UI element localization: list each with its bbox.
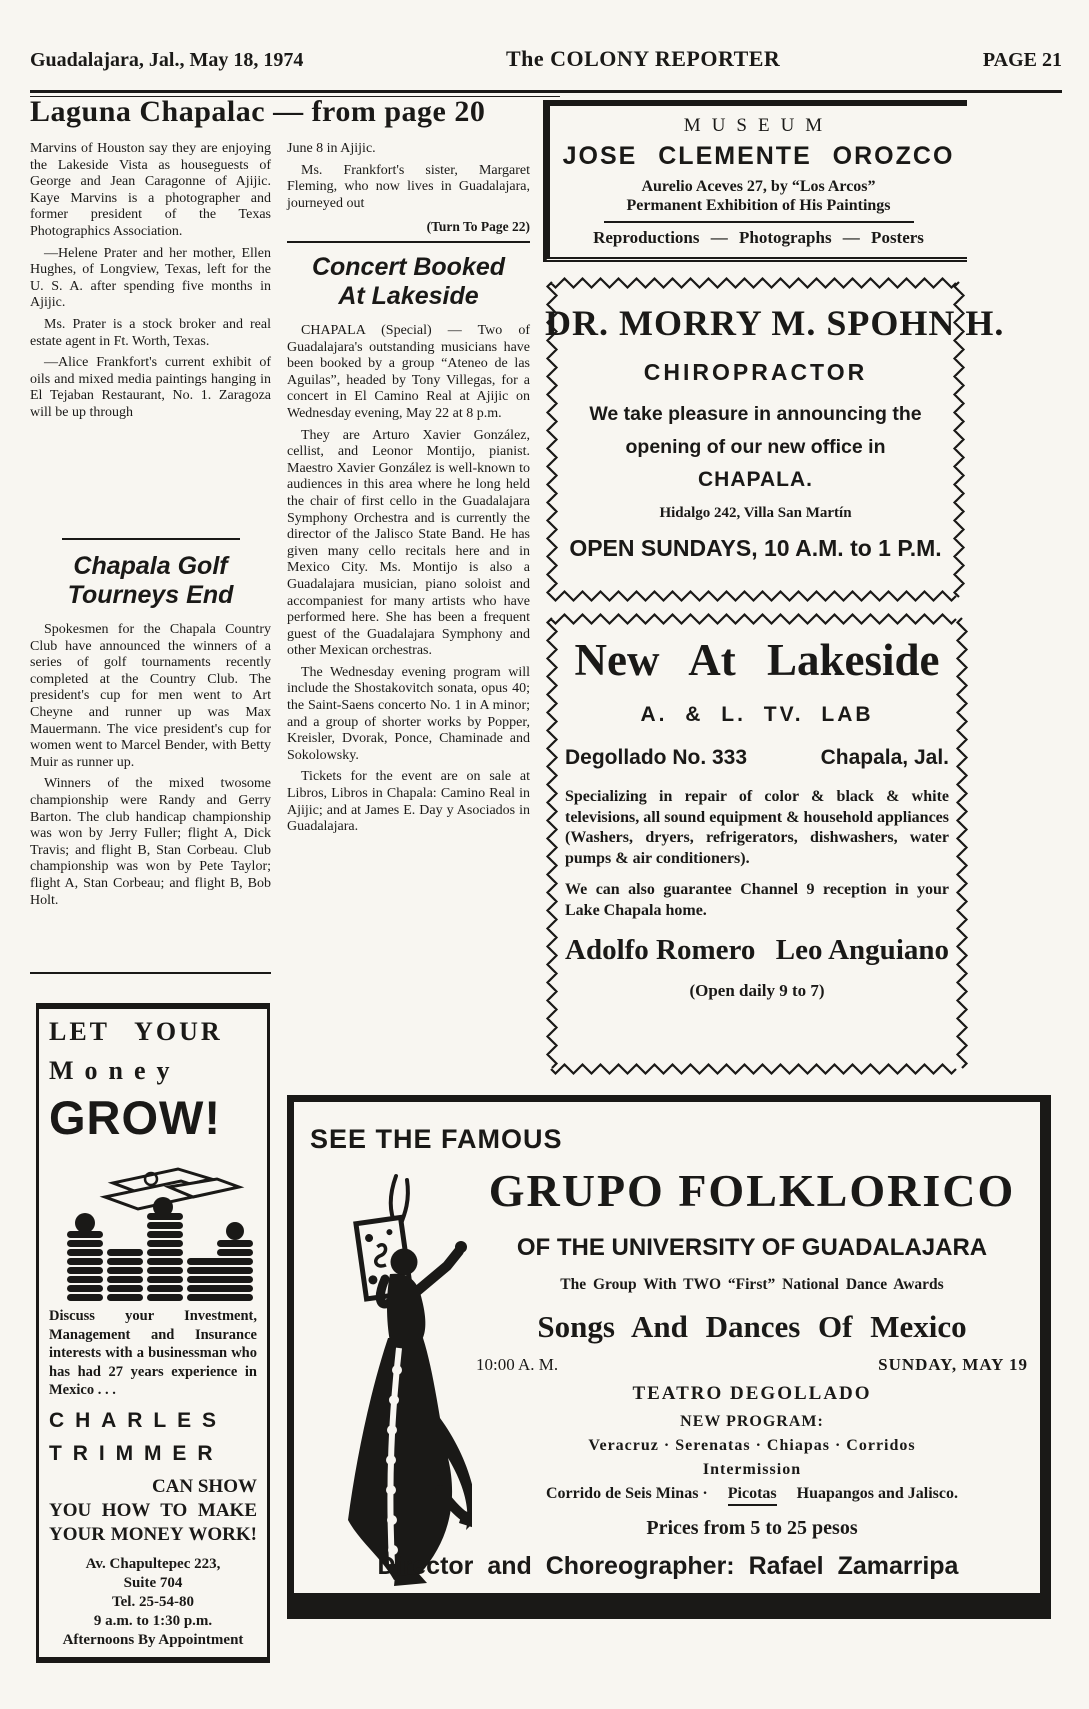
tvlab-city: Chapala, Jal. (820, 746, 949, 769)
museum-name: JOSE CLEMENTE OROZCO (562, 142, 955, 170)
folk-dancer-illustration (300, 1160, 472, 1590)
show-director: Director and Choreographer: Rafael Zamarripa (377, 1552, 959, 1580)
folklorico-kicker: SEE THE FAMOUS (310, 1124, 563, 1154)
program-line-1: Veracruz · Serenatas · Chiapas · Corridos (588, 1437, 916, 1454)
office-hours: OPEN SUNDAYS, 10 A.M. to 1 P.M. (569, 535, 942, 561)
folklorico-show-name: Songs And Dances Of Mexico (537, 1309, 967, 1344)
program-line-2 (472, 1485, 1032, 1506)
advertiser-phone: Tel. 25-54-80 (112, 1593, 194, 1610)
tvlab-hours: (Open daily 9 to 7) (689, 981, 825, 1000)
money-make-line1: YOU HOW TO MAKE (49, 1499, 257, 1521)
folklorico-subtitle: OF THE UNIVERSITY OF GUADALAJARA (516, 1234, 988, 1261)
museum-products: Reproductions — Photographs — Posters (593, 228, 924, 247)
page-header (30, 46, 1062, 72)
golf-article (30, 552, 271, 914)
golf-headline-line2: Tourneys End (67, 581, 234, 609)
money-headline-3: GROW! (49, 1091, 222, 1144)
article-paragraph: The Wednesday evening program will include the Shostakovitch sonata, opus 40; the Saint-Saens concerto No. 1 in A minor; and a group of shorter works by Popper, Kreisler, Dvorak, Ponce, Chaminade and Sokolowsky. (287, 664, 530, 763)
concert-headline-line1: Concert Booked (311, 253, 506, 281)
money-pitch: Discuss your Investment, Management and Insurance interests with a businessman who has had 27 years experience in Mexico . . . (49, 1308, 257, 1398)
laguna-headline: Laguna Chapalac — from page 20 (30, 95, 486, 128)
article-paragraph: —Alice Frankfort's current exhibit of oils and mixed media paintings hanging in El Tejaban Restaurant, No. 1. Zaragoza will be up through (30, 355, 271, 420)
article-paragraph: June 8 in Ajijic. (287, 141, 376, 156)
money-pile-illustration (51, 1153, 255, 1301)
program-intermission: Intermission (702, 1461, 802, 1478)
folklorico-time-date-row (472, 1355, 1032, 1375)
advertiser-last-name: TRIMMER (49, 1441, 224, 1465)
turn-to-page-note: (Turn To Page 22) (426, 219, 530, 234)
advertiser-note: Afternoons By Appointment (62, 1631, 244, 1648)
tvlab-address-row (565, 746, 949, 770)
article-paragraph: Tickets for the event are on sale at Libros, Libros in Chapala: Camino Real in Ajijic; and at James E. Day y Asociados in Guadalajara. (287, 769, 530, 835)
folklorico-awards: The Group With TWO “First” National Dance Awards (560, 1276, 944, 1293)
show-prices: Prices from 5 to 25 pesos (646, 1517, 858, 1539)
golf-headline-line1: Chapala Golf (73, 552, 228, 580)
concert-article (287, 253, 530, 841)
tvlab-headline: New At Lakeside (574, 635, 940, 685)
masthead: The COLONY REPORTER (505, 46, 781, 71)
museum-exhibition: Permanent Exhibition of His Paintings (626, 197, 891, 214)
article-paragraph: They are Arturo Xavier González, cellist, and Leonor Montijo, pianist. Maestro Xavier González is well-known to audiences in this area where he long held the chair of first cello in the Guadalajara Symphony Orchestra and is currently the director of the Jalisco State Band. He has given many cello recitals here and in Mexico City. Ms. Montijo is also a Guadalajara musician, piano soloist and accompaniest for many artists who have performed here. She has been a frequent guest of the Guadalajara Symphony and other Mexican orchestras. (287, 427, 530, 659)
section-rule (30, 972, 271, 974)
concert-headline (287, 253, 530, 311)
grupo-folklorico-ad (287, 1095, 1051, 1619)
announcement-line2: opening of our new office in (625, 436, 886, 458)
article-paragraph: Ms. Frankfort's sister, Margaret Fleming, who now lives in Guadalajara, journeyed out (287, 162, 530, 211)
article-paragraph: CHAPALA (Special) — Two of Guadalajara's outstanding musicians have been booked by a group “Ateneo de las Aguilas”, headed by Tony Villegas, for a concert in El Camino Real at Ajijic on Wednesday evening, May 22 at 8 p.m. (287, 323, 530, 421)
article-paragraph: Marvins of Houston say they are enjoying the Lakeside Vista as houseguests of George and Jean Caragonne of Ajijic. Kaye Marvins is a photographer and former president of the Texas Photographics Association. (30, 141, 271, 239)
dateline: Guadalajara, Jal., May 18, 1974 (30, 49, 304, 71)
article-paragraph: Spokesmen for the Chapala Country Club have announced the winners of a series of golf tournaments recently completed at the Country Club. The president's cup for men went to Art Cheyne and runner up was Max Mauermann. The vice president's cup for women went to Marcel Bender, with Betty Muir as runner up. (30, 622, 271, 770)
museum-orozco-ad (543, 100, 967, 262)
advertiser-suite: Suite 704 (123, 1574, 183, 1591)
money-make-line2: YOUR MONEY WORK! (49, 1523, 257, 1545)
tvlab-body: We can also guarantee Channel 9 reception in your Lake Chapala home. (565, 881, 949, 919)
concert-headline-line2: At Lakeside (338, 282, 479, 310)
laguna-column-2 (287, 141, 530, 217)
program-label: NEW PROGRAM: (680, 1413, 824, 1430)
program-line-2c: Huapangos and Jalisco. (796, 1485, 959, 1502)
doctor-name: DR. MORRY M. SPOHN H. (545, 303, 1005, 343)
show-date: SUNDAY, MAY 19 (878, 1355, 1028, 1374)
museum-address: Aurelio Aceves 27, by “Los Arcos” (641, 178, 876, 195)
section-rule (62, 538, 240, 540)
article-paragraph: —Helene Prater and her mother, Ellen Hughes, of Longview, Texas, left for the U. S. A. after spending five months in Ajijic. (30, 245, 271, 311)
folklorico-title: GRUPO FOLKLORICO (488, 1165, 1016, 1216)
show-venue: TEATRO DEGOLLADO (632, 1383, 872, 1404)
owner-name: Adolfo Romero (565, 934, 756, 966)
trimmer-investment-ad (36, 1003, 270, 1663)
money-can-show: CAN SHOW (151, 1475, 257, 1497)
golf-headline (30, 552, 271, 610)
doctor-role: CHIROPRACTOR (643, 359, 868, 385)
money-headline-1: LET YOUR (49, 1017, 223, 1046)
program-line-2a: Corrido de Seis Minas · (545, 1485, 708, 1502)
article-paragraph: Ms. Prater is a stock broker and real estate agent in Ft. Worth, Texas. (30, 316, 271, 349)
advertiser-address: Av. Chapultepec 223, (85, 1555, 221, 1572)
show-time: 10:00 A. M. (476, 1355, 559, 1374)
tvlab-subhead: A. & L. TV. LAB (640, 703, 874, 726)
office-address: Hidalgo 242, Villa San Martín (659, 505, 852, 521)
owner-name: Leo Anguiano (775, 934, 949, 966)
advertiser-first-name: CHARLES (49, 1408, 227, 1432)
folklorico-content (472, 1164, 1032, 1540)
museum-kicker: MUSEUM (683, 115, 834, 136)
money-headline-2: Money (49, 1056, 181, 1085)
office-city: CHAPALA. (698, 468, 813, 491)
page-number: PAGE 21 (982, 49, 1062, 71)
announcement-line1: We take pleasure in announcing the (589, 403, 922, 425)
laguna-column-1 (30, 141, 271, 427)
tvlab-owners (565, 934, 949, 967)
program-line-2b: Picotas (728, 1485, 777, 1506)
spohn-chiropractor-ad (545, 276, 1005, 603)
tv-lab-ad (545, 612, 969, 1076)
museum-rule (604, 221, 914, 223)
column-rule (287, 241, 530, 243)
tvlab-street: Degollado No. 333 (565, 746, 748, 769)
header-rule (30, 90, 1062, 93)
article-paragraph: Winners of the mixed twosome championship were Randy and Gerry Barton. The club handicap championship was won by Jerry Fuller; flight A, Dick Travis; and flight B, Stan Corbeau. Club championship was won by Pete Taylor; flight A, Stan Corbeau; and flight B, Bob Holt. (30, 776, 271, 908)
advertiser-hours: 9 a.m. to 1:30 p.m. (93, 1612, 213, 1629)
tvlab-body: Specializing in repair of color & black & white televisions, all sound equipment & household appliances (Washers, dryers, refrigerators, dishwashers, water pumps & air conditioners). (565, 788, 949, 867)
